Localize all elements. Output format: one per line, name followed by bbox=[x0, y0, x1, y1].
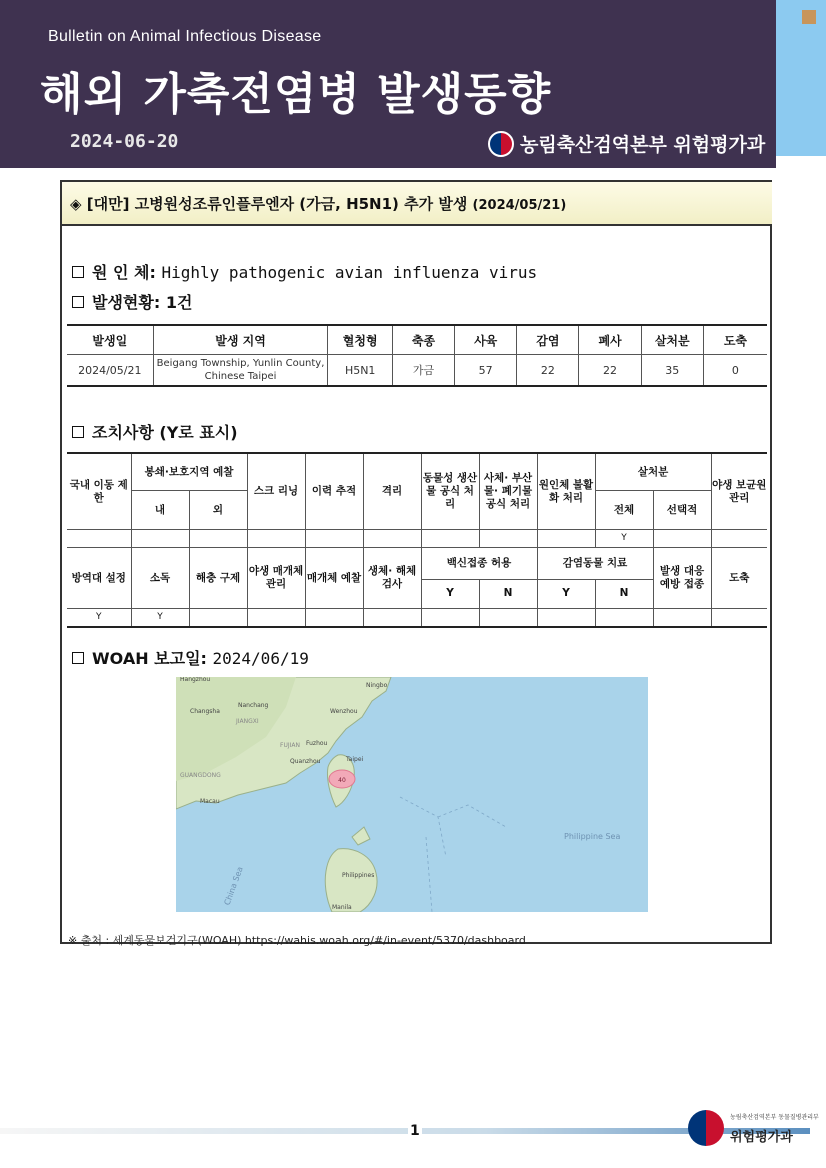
diamond-icon: ◈ bbox=[70, 195, 82, 213]
header-org-name: 농림축산검역본부 위험평가과 bbox=[520, 134, 766, 156]
footer-logo-icon bbox=[688, 1110, 724, 1146]
map-label: Wenzhou bbox=[330, 708, 358, 715]
h-movement: 국내 이동 제한 bbox=[67, 453, 131, 530]
cell-culled: 35 bbox=[641, 355, 703, 387]
map-label: Fuzhou bbox=[306, 740, 328, 747]
h-vaccine-yes: Y bbox=[421, 579, 479, 608]
measure-cell: Y bbox=[595, 530, 653, 548]
map-label: Macau bbox=[200, 798, 220, 805]
h-cull-sel: 선택적 bbox=[653, 491, 711, 530]
measure-cell bbox=[537, 609, 595, 628]
map-label: Taipei bbox=[346, 756, 364, 763]
measures-header-row-1 bbox=[67, 453, 767, 491]
map-label: FUJIAN bbox=[280, 742, 300, 749]
cell-infected: 22 bbox=[517, 355, 579, 387]
pathogen-line bbox=[72, 260, 537, 283]
col-species: 축종 bbox=[392, 325, 454, 355]
measures-table bbox=[67, 452, 767, 628]
measure-cell bbox=[189, 609, 247, 628]
col-date: 발생일 bbox=[67, 325, 153, 355]
measure-cell bbox=[595, 609, 653, 628]
h-control-zone: 방역대 설정 bbox=[67, 548, 131, 609]
pathogen-label: 원 인 체: bbox=[92, 263, 156, 282]
h-wild-vector: 야생 매개체 관리 bbox=[247, 548, 305, 609]
map-label: GUANGDONG bbox=[180, 772, 221, 779]
h-quarantine: 격리 bbox=[363, 453, 421, 530]
h-screening: 스크 리닝 bbox=[247, 453, 305, 530]
measure-cell bbox=[305, 609, 363, 628]
col-region: 발생 지역 bbox=[153, 325, 328, 355]
h-disinfect: 소독 bbox=[131, 548, 189, 609]
report-heading bbox=[70, 193, 566, 214]
measure-cell bbox=[247, 530, 305, 548]
h-pest: 해충 구제 bbox=[189, 548, 247, 609]
h-carcass: 사체· 부산물· 폐기물 공식 처리 bbox=[479, 453, 537, 530]
measure-cell bbox=[421, 609, 479, 628]
map-label: Quanzhou bbox=[290, 758, 321, 765]
map-label: Nanchang bbox=[238, 702, 269, 709]
map-label: Philippine Sea bbox=[564, 832, 621, 841]
h-zone: 봉쇄·보호지역 예찰 bbox=[131, 453, 247, 491]
page-number: 1 bbox=[410, 1123, 420, 1139]
h-treatment-no: N bbox=[595, 579, 653, 608]
map-label: Ningbo bbox=[366, 682, 388, 689]
map-label: Philippines bbox=[342, 872, 375, 879]
header-banner bbox=[0, 0, 776, 168]
h-zone-in: 내 bbox=[131, 491, 189, 530]
measure-cell: Y bbox=[67, 609, 131, 628]
header-org bbox=[488, 130, 765, 157]
table-row bbox=[67, 530, 767, 548]
report-heading-date: (2024/05/21) bbox=[472, 198, 567, 213]
map-svg bbox=[176, 677, 648, 912]
outbreak-map[interactable] bbox=[176, 677, 648, 912]
map-label: JIANGXI bbox=[236, 718, 259, 725]
checkbox-square-icon bbox=[72, 266, 84, 278]
cell-date: 2024/05/21 bbox=[67, 355, 153, 387]
cell-slaughtered: 0 bbox=[703, 355, 767, 387]
outbreak-table-header bbox=[67, 325, 767, 355]
h-products: 동물성 생산물 공식 처리 bbox=[421, 453, 479, 530]
measure-cell bbox=[363, 530, 421, 548]
map-label: Manila bbox=[332, 904, 352, 911]
col-slaughtered: 도축 bbox=[703, 325, 767, 355]
col-dead: 폐사 bbox=[579, 325, 641, 355]
bulletin-subtitle: Bulletin on Animal Infectious Disease bbox=[48, 28, 322, 45]
table-row bbox=[67, 609, 767, 628]
h-inactivation: 원인체 불활화 처리 bbox=[537, 453, 595, 530]
report-title-bar bbox=[62, 182, 772, 226]
svg-text:40: 40 bbox=[338, 777, 346, 784]
cell-dead: 22 bbox=[579, 355, 641, 387]
taeguk-logo-icon bbox=[488, 131, 514, 157]
cell-species: 가금 bbox=[392, 355, 454, 387]
measure-cell bbox=[711, 530, 767, 548]
measure-cell bbox=[67, 530, 131, 548]
measures-line bbox=[72, 420, 238, 443]
cell-serotype: H5N1 bbox=[328, 355, 392, 387]
measure-cell bbox=[479, 609, 537, 628]
checkbox-square-icon bbox=[72, 652, 84, 664]
measure-cell bbox=[247, 609, 305, 628]
measure-cell bbox=[711, 609, 767, 628]
woah-label: WOAH 보고일: bbox=[92, 649, 207, 668]
measure-cell: Y bbox=[131, 609, 189, 628]
h-zone-out: 외 bbox=[189, 491, 247, 530]
measures-label: 조치사항 (Y로 표시) bbox=[92, 423, 238, 442]
col-culled: 살처분 bbox=[641, 325, 703, 355]
measure-cell bbox=[537, 530, 595, 548]
footer-org: 위험평가과 bbox=[730, 1130, 793, 1145]
checkbox-square-icon bbox=[72, 296, 84, 308]
h-vaccine-no: N bbox=[479, 579, 537, 608]
measure-cell bbox=[189, 530, 247, 548]
map-label: Changsha bbox=[190, 708, 220, 715]
col-raised: 사육 bbox=[455, 325, 517, 355]
measures-header-row-3 bbox=[67, 548, 767, 580]
map-label: China Sea bbox=[222, 865, 245, 907]
h-wild-reservoir: 야생 보균원 관리 bbox=[711, 453, 767, 530]
h-culling: 살처분 bbox=[595, 453, 711, 491]
measure-cell bbox=[305, 530, 363, 548]
col-serotype: 혈청형 bbox=[328, 325, 392, 355]
h-preventive-vac: 발생 대응 예방 접종 bbox=[653, 548, 711, 609]
h-slaughter: 도축 bbox=[711, 548, 767, 609]
source-note: ※ 출처 : 세계동물보건기구(WOAH) https://wahis.woah.org/#/in-event/5370/dashboard bbox=[68, 934, 526, 947]
footer-org-small: 농림축산검역본부 동물질병관리부 bbox=[730, 1114, 819, 1121]
publish-date: 2024-06-20 bbox=[70, 131, 179, 152]
measure-cell bbox=[131, 530, 189, 548]
outbreak-line bbox=[72, 290, 192, 313]
woah-date: 2024/06/19 bbox=[212, 649, 309, 668]
measure-cell bbox=[363, 609, 421, 628]
h-testing: 생체· 해체 검사 bbox=[363, 548, 421, 609]
outbreak-table bbox=[67, 324, 767, 387]
side-accent-blue bbox=[776, 0, 826, 156]
measure-cell bbox=[421, 530, 479, 548]
h-treatment-yes: Y bbox=[537, 579, 595, 608]
woah-line bbox=[72, 646, 309, 669]
outbreak-value: 1건 bbox=[165, 293, 193, 312]
h-cull-all: 전체 bbox=[595, 491, 653, 530]
page-title: 해외 가축전염병 발생동향 bbox=[40, 69, 552, 120]
measure-cell bbox=[653, 530, 711, 548]
checkbox-square-icon bbox=[72, 426, 84, 438]
outbreak-label: 발생현황: bbox=[92, 293, 161, 312]
col-infected: 감염 bbox=[517, 325, 579, 355]
h-treatment: 감염동물 치료 bbox=[537, 548, 653, 580]
h-vaccine: 백신접종 허용 bbox=[421, 548, 537, 580]
cell-raised: 57 bbox=[455, 355, 517, 387]
pathogen-value: Highly pathogenic avian influenza virus bbox=[161, 263, 538, 282]
measure-cell bbox=[479, 530, 537, 548]
measure-cell bbox=[653, 609, 711, 628]
side-accent-gold bbox=[802, 10, 816, 24]
cell-region: Beigang Township, Yunlin County, Chinese Taipei bbox=[153, 355, 328, 387]
map-label: Hangzhou bbox=[180, 677, 211, 683]
h-trace: 이력 추적 bbox=[305, 453, 363, 530]
report-heading-text: [대만] 고병원성조류인플루엔자 (가금, H5N1) 추가 발생 bbox=[86, 195, 468, 213]
h-vector-surv: 매개체 예찰 bbox=[305, 548, 363, 609]
table-row bbox=[67, 355, 767, 387]
